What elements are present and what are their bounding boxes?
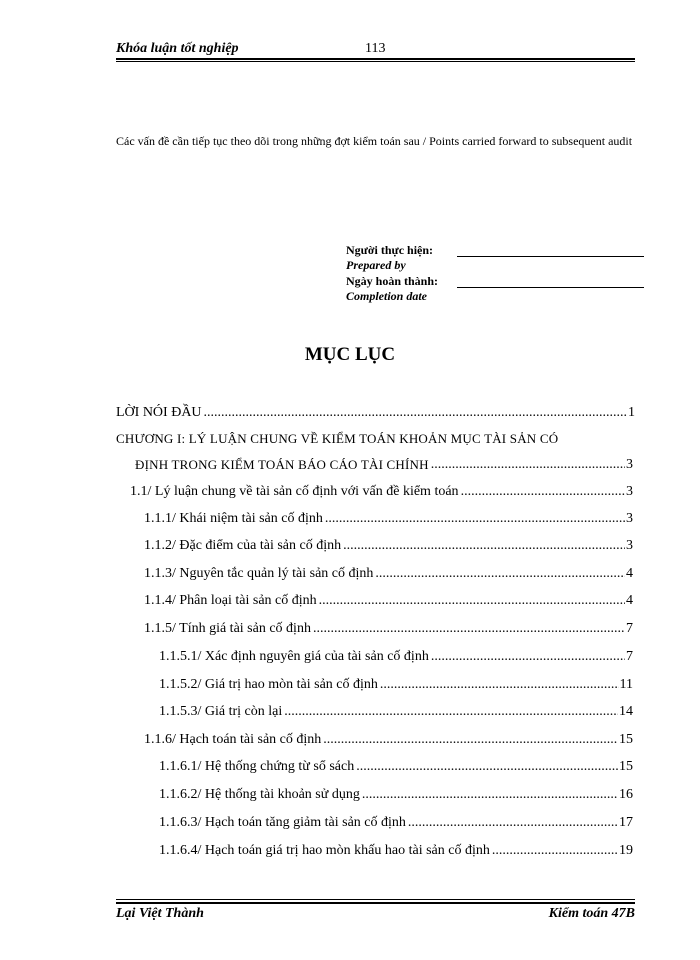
toc-entry-text: ĐỊNH TRONG KIỂM TOÁN BÁO CÁO TÀI CHÍNH	[135, 457, 429, 472]
toc-entry[interactable]	[159, 648, 633, 666]
toc-entry-page: 19	[619, 843, 633, 858]
toc-leader-dots	[362, 786, 618, 804]
toc-entry-text: 1.1.5/ Tính giá tài sản cố định	[144, 621, 311, 636]
toc-leader-dots	[204, 404, 627, 422]
performer-signature-line	[457, 256, 644, 257]
toc-entry-text: 1.1.4/ Phân loại tài sản cố định	[144, 593, 317, 608]
completion-label-vi: Ngày hoàn thành:	[346, 274, 439, 288]
toc-entry-text: 1.1.6.3/ Hạch toán tăng giảm tài sản cố định	[159, 815, 406, 830]
footer-class: Kiểm toán 47B	[548, 906, 635, 921]
toc-entry-page: 3	[626, 511, 633, 526]
toc-entry-page: 15	[619, 759, 633, 774]
toc-leader-dots	[343, 537, 625, 555]
toc-entry-page: 3	[626, 484, 633, 499]
toc-entry[interactable]	[159, 758, 633, 776]
toc-entry[interactable]	[144, 731, 633, 749]
completion-date-line	[457, 287, 644, 288]
toc-leader-dots	[325, 510, 625, 528]
toc-entry[interactable]	[144, 592, 633, 610]
page-number: 113	[365, 41, 386, 56]
toc-entry-text: 1.1.5.1/ Xác định nguyên giá của tài sản cố định	[159, 649, 429, 664]
toc-entry-text: LỜI NÓI ĐẦU	[116, 405, 202, 420]
toc-entry-page: 7	[626, 649, 633, 664]
toc-entry-text: 1.1.2/ Đặc điểm của tài sản cố định	[144, 538, 342, 553]
toc-entry-text: 1.1.6/ Hạch toán tài sản cố định	[144, 732, 322, 747]
toc-entry-text: 1.1.6.1/ Hệ thống chứng từ sổ sách	[159, 759, 355, 774]
toc-entry-page: 15	[619, 732, 633, 747]
toc-entry[interactable]	[116, 404, 635, 422]
header-title: Khóa luận tốt nghiệp	[116, 41, 239, 56]
toc-leader-dots	[431, 648, 625, 666]
toc-entry[interactable]	[159, 676, 633, 694]
toc-entry[interactable]	[144, 565, 633, 583]
toc-entry-page: 17	[619, 815, 633, 830]
toc-entry-text: 1.1.6.4/ Hạch toán giá trị hao mòn khấu hao tài sản cố định	[159, 843, 490, 858]
toc-entry-page: 4	[626, 566, 633, 581]
toc-entry-page: 7	[626, 621, 633, 636]
toc-leader-dots	[356, 758, 618, 776]
performer-label-en: Prepared by	[346, 258, 406, 272]
performer-label-vi: Người thực hiện:	[346, 243, 434, 257]
toc-leader-dots	[492, 842, 618, 860]
toc-entry[interactable]	[116, 430, 635, 448]
toc-leader-dots	[431, 456, 625, 474]
toc-entry[interactable]	[159, 842, 633, 860]
carry-forward-note: Các vấn đề cần tiếp tục theo dõi trong những đợt kiểm toán sau / Points carried forward to subsequent audit	[116, 134, 633, 148]
toc-entry-text: CHƯƠNG I: LÝ LUẬN CHUNG VỀ KIỂM TOÁN KHOẢN MỤC TÀI SẢN CÓ	[116, 431, 559, 446]
toc-leader-dots	[408, 814, 618, 832]
footer-rule	[116, 902, 635, 904]
toc-entry-page: 11	[619, 677, 633, 692]
completion-label-en: Completion date	[346, 289, 427, 303]
toc-entry[interactable]	[159, 814, 633, 832]
toc-entry[interactable]	[159, 703, 633, 721]
toc-entry-page: 4	[626, 593, 633, 608]
toc-entry-page: 14	[619, 704, 633, 719]
toc-entry-text: 1.1.5.3/ Giá trị còn lại	[159, 704, 283, 719]
toc-leader-dots	[319, 592, 625, 610]
toc-entry[interactable]	[159, 786, 633, 804]
toc-entry[interactable]	[144, 510, 633, 528]
toc-entry-page: 3	[626, 538, 633, 553]
toc-entry[interactable]	[144, 537, 633, 555]
toc-entry-text: 1.1.1/ Khái niệm tài sản cố định	[144, 511, 323, 526]
toc-entry[interactable]	[144, 620, 633, 638]
toc-leader-dots	[461, 483, 625, 501]
toc-entry-text: 1.1.3/ Nguyên tắc quản lý tài sản cố định	[144, 566, 374, 581]
toc-entry-text: 1.1.6.2/ Hệ thống tài khoản sử dụng	[159, 787, 360, 802]
toc-entry[interactable]	[130, 483, 633, 501]
toc-entry-text: 1.1/ Lý luận chung về tài sản cố định với vấn đề kiểm toán	[130, 484, 459, 499]
footer-rule-thin	[116, 899, 635, 900]
toc-entry-page: 1	[628, 405, 635, 420]
footer-author: Lại Việt Thành	[116, 906, 204, 921]
toc-leader-dots	[380, 676, 619, 694]
toc-leader-dots	[323, 731, 618, 749]
toc-heading: MỤC LỤC	[304, 344, 396, 365]
toc-leader-dots	[284, 703, 618, 721]
toc-entry-page: 16	[619, 787, 633, 802]
toc-leader-dots	[313, 620, 625, 638]
toc-leader-dots	[375, 565, 625, 583]
toc-entry[interactable]	[135, 456, 633, 474]
header-rule-thin	[116, 61, 635, 62]
toc-entry-text: 1.1.5.2/ Giá trị hao mòn tài sản cố định	[159, 677, 378, 692]
toc-entry-page: 3	[626, 457, 633, 472]
header-rule	[116, 58, 635, 60]
